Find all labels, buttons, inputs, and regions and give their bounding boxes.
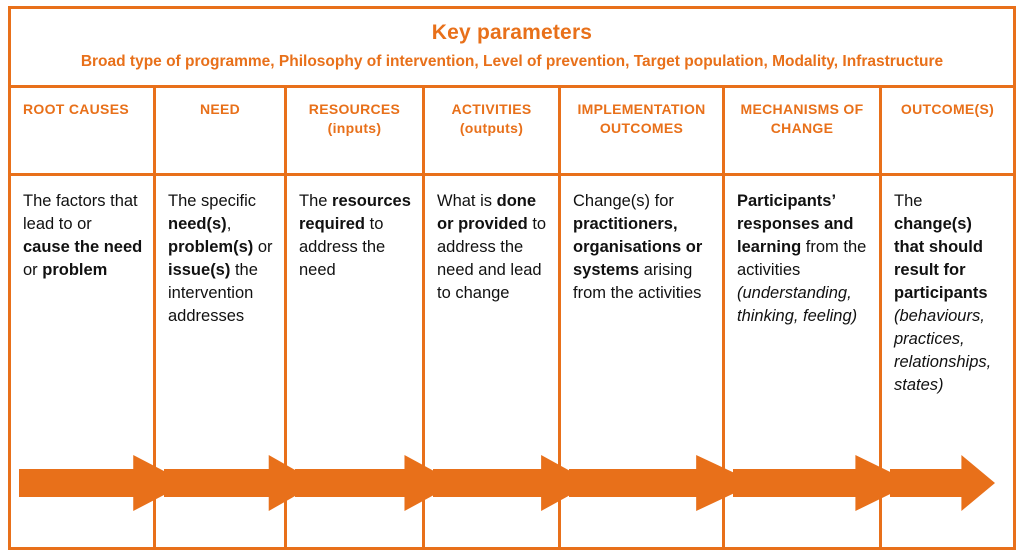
arrow-cell-2 bbox=[156, 427, 284, 547]
key-parameters-band bbox=[11, 9, 1013, 88]
column-header-sublabel: (inputs) bbox=[327, 120, 382, 136]
column-header-label: IMPLEMENTATION OUTCOMES bbox=[577, 101, 706, 136]
arrow-cell-3 bbox=[287, 427, 422, 547]
column-header-mechanisms-of-change bbox=[725, 88, 879, 176]
arrow-cell-5 bbox=[561, 427, 722, 547]
column-mechanisms-of-change bbox=[725, 88, 882, 547]
column-header-need bbox=[156, 88, 284, 176]
columns-row bbox=[11, 88, 1013, 547]
column-header-outcomes bbox=[882, 88, 1013, 176]
flow-arrow-icon bbox=[890, 455, 995, 511]
column-body-mechanisms-of-change: Participants’ responses and learning from the activities (understanding, thinking, feeling) bbox=[737, 192, 867, 325]
column-resources bbox=[287, 88, 425, 547]
column-activities bbox=[425, 88, 561, 547]
arrow-cell-1 bbox=[11, 427, 153, 547]
column-body-root-causes: The factors that lead to or cause the need or problem bbox=[23, 192, 143, 279]
column-root-causes bbox=[11, 88, 156, 547]
column-header-label: ACTIVITIES bbox=[451, 101, 532, 117]
column-implementation-outcomes bbox=[561, 88, 725, 547]
column-header-label: MECHANISMS OF CHANGE bbox=[740, 101, 864, 136]
column-body-activities: What is done or provided to address the need and lead to change bbox=[437, 192, 547, 302]
arrow-cell-7 bbox=[882, 427, 1013, 547]
column-header-activities bbox=[425, 88, 558, 176]
arrow-cell-4 bbox=[425, 427, 558, 547]
column-header-label: OUTCOME(S) bbox=[900, 101, 995, 117]
key-parameters-title: Key parameters bbox=[431, 21, 593, 44]
column-body-implementation-outcomes: Change(s) for practitioners, organisations or systems arising from the activities bbox=[573, 192, 703, 302]
column-body-need: The specific need(s), problem(s) or issue(s) the intervention addresses bbox=[168, 192, 273, 325]
column-outcomes bbox=[882, 88, 1013, 547]
column-header-label: ROOT CAUSES bbox=[23, 101, 129, 117]
column-header-resources bbox=[287, 88, 422, 176]
arrow-cell-6 bbox=[725, 427, 879, 547]
column-body-resources: The resources required to address the need bbox=[299, 192, 411, 279]
column-header-root-causes bbox=[11, 88, 153, 176]
column-body-outcomes: The change(s) that should result for participants (behaviours, practices, relationships, states) bbox=[894, 192, 992, 394]
column-header-label: RESOURCES bbox=[308, 101, 401, 117]
column-header-sublabel: (outputs) bbox=[459, 120, 524, 136]
key-parameters-subtitle: Broad type of programme, Philosophy of intervention, Level of prevention, Target population, Modality, Infrastructure bbox=[80, 53, 944, 70]
diagram-frame bbox=[8, 6, 1016, 550]
column-need bbox=[156, 88, 287, 547]
column-header-implementation-outcomes bbox=[561, 88, 722, 176]
column-header-label: NEED bbox=[199, 101, 241, 117]
